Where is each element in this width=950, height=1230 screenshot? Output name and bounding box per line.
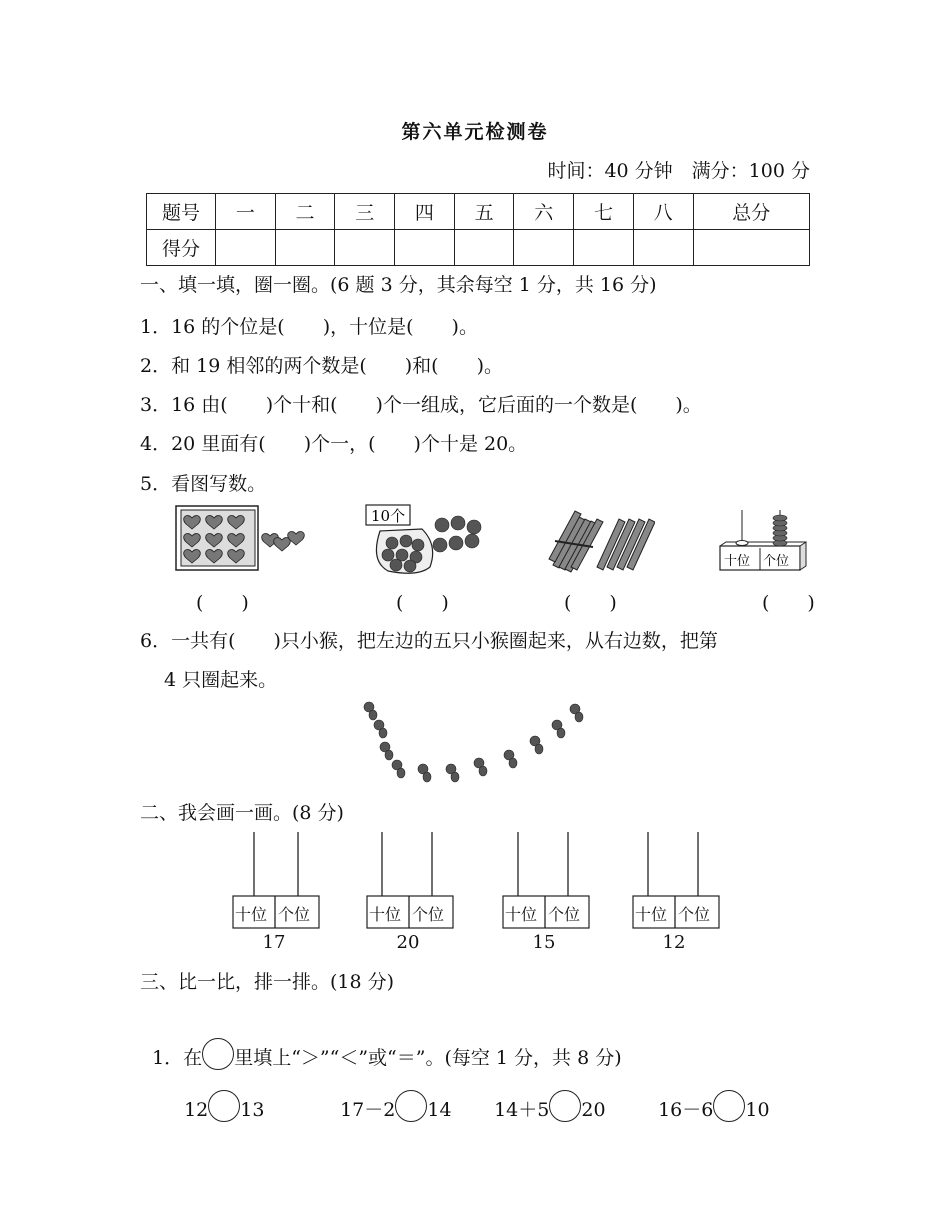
monkey-icon[interactable] [446,764,459,782]
question-1-6-line2: 4 只圈起来。 [164,669,278,691]
compare-circle-input[interactable] [713,1090,745,1122]
question-1-4: 4．20 里面有( )个一，( )个十是 20。 [140,433,528,455]
compare-right: 14 [427,1099,452,1121]
section3-heading: 三、比一比，排一排。(18 分) [140,971,395,993]
place-value-number: 15 [532,932,556,953]
score-cell-blank[interactable] [395,230,455,266]
score-table-score-row [147,230,810,266]
monkey-icon[interactable] [474,758,487,776]
score-cell-header: 一 [216,194,276,230]
score-cell-header: 总分 [693,194,810,230]
monkey-icon[interactable] [530,736,543,754]
bag-tag-label: 10个 [371,507,406,525]
tens-label: 十位 [369,905,402,924]
score-cell-label: 题号 [147,194,216,230]
circle-icon [202,1038,234,1070]
score-cell-header: 六 [514,194,574,230]
page-title: 第六单元检测卷 [401,121,549,143]
monkey-icon[interactable] [392,760,405,778]
compare-item [172,1068,264,1122]
monkey-icon[interactable] [364,702,377,720]
score-cell-blank[interactable] [335,230,395,266]
ones-label: 个位 [278,905,311,924]
compare-right: 13 [240,1099,265,1121]
hearts-picture [172,504,312,572]
monkey-icon[interactable] [418,764,431,782]
score-cell-blank[interactable] [216,230,276,266]
score-cell-blank[interactable] [454,230,514,266]
compare-left: 17－2 [340,1099,396,1121]
section1-heading: 一、填一填，圈一圈。(6 题 3 分，其余每空 1 分，共 16 分) [140,274,657,296]
answer-blank-bag[interactable]: ( ) [396,592,449,614]
monkey-icon[interactable] [570,704,583,722]
place-value-number: 20 [396,932,420,953]
answer-blank-hearts[interactable]: ( ) [196,592,249,614]
tens-label: 十位 [235,905,268,924]
question-1-6-line1: 6．一共有( )只小猴，把左边的五只小猴圈起来，从右边数，把第 [140,630,718,652]
ones-label: 个位 [548,905,581,924]
score-cell-header: 八 [633,194,693,230]
question-1-3: 3．16 由( )个十和( )个一组成，它后面的一个数是( )。 [140,394,702,416]
tens-label: 十位 [635,905,668,924]
place-value-number: 17 [262,932,286,953]
place-value-number: 12 [662,932,686,953]
compare-circle-input[interactable] [208,1090,240,1122]
compare-item [482,1068,606,1122]
abacus-ones-label: 个位 [763,554,790,569]
answer-blank-sticks[interactable]: ( ) [564,592,617,614]
question-3-1-prefix: 1．在 [152,1047,203,1069]
score-cell-header: 五 [454,194,514,230]
place-value-chart-20[interactable] [366,832,456,953]
question-3-1-suffix: 里填上“＞”“＜”或“＝”。(每空 1 分，共 8 分) [234,1047,622,1069]
compare-item [646,1068,770,1122]
monkeys-picture [355,695,595,790]
sticks-picture [545,507,655,573]
answer-blank-abacus[interactable]: ( ) [762,592,815,614]
score-cell-blank[interactable] [514,230,574,266]
score-cell-header: 七 [574,194,634,230]
question-1-5: 5．看图写数。 [140,473,267,495]
place-value-chart-12[interactable] [632,832,722,953]
score-cell-header: 三 [335,194,395,230]
tens-label: 十位 [505,905,538,924]
compare-left: 12 [184,1099,209,1121]
monkey-icon[interactable] [552,720,565,738]
question-3-1 [140,1016,622,1070]
monkey-icon[interactable] [504,750,517,768]
score-cell-label: 得分 [147,230,216,266]
score-cell-blank[interactable] [574,230,634,266]
score-cell-blank[interactable] [275,230,335,266]
question-1-2: 2．和 19 相邻的两个数是( )和( )。 [140,355,503,377]
score-cell-header: 二 [275,194,335,230]
place-value-chart-17[interactable] [232,832,322,953]
compare-circle-input[interactable] [395,1090,427,1122]
score-table [146,193,810,266]
monkey-icon[interactable] [374,720,387,738]
monkey-icon[interactable] [380,742,393,760]
compare-right: 20 [581,1099,606,1121]
bag-picture [362,503,492,575]
place-value-chart-15[interactable] [502,832,592,953]
abacus-tens-label: 十位 [724,554,751,569]
question-1-1: 1．16 的个位是( )，十位是( )。 [140,316,478,338]
score-table-header-row [147,194,810,230]
compare-right: 10 [745,1099,770,1121]
compare-item [328,1068,452,1122]
compare-circle-input[interactable] [549,1090,581,1122]
ones-label: 个位 [412,905,445,924]
time-score-info: 时间：40 分钟 满分：100 分 [547,160,810,182]
abacus-picture [718,508,808,576]
score-cell-header: 四 [395,194,455,230]
ones-label: 个位 [678,905,711,924]
compare-left: 16－6 [658,1099,714,1121]
score-cell-blank[interactable] [633,230,693,266]
compare-left: 14＋5 [494,1099,550,1121]
score-cell-blank[interactable] [693,230,810,266]
section2-heading: 二、我会画一画。(8 分) [140,802,344,824]
